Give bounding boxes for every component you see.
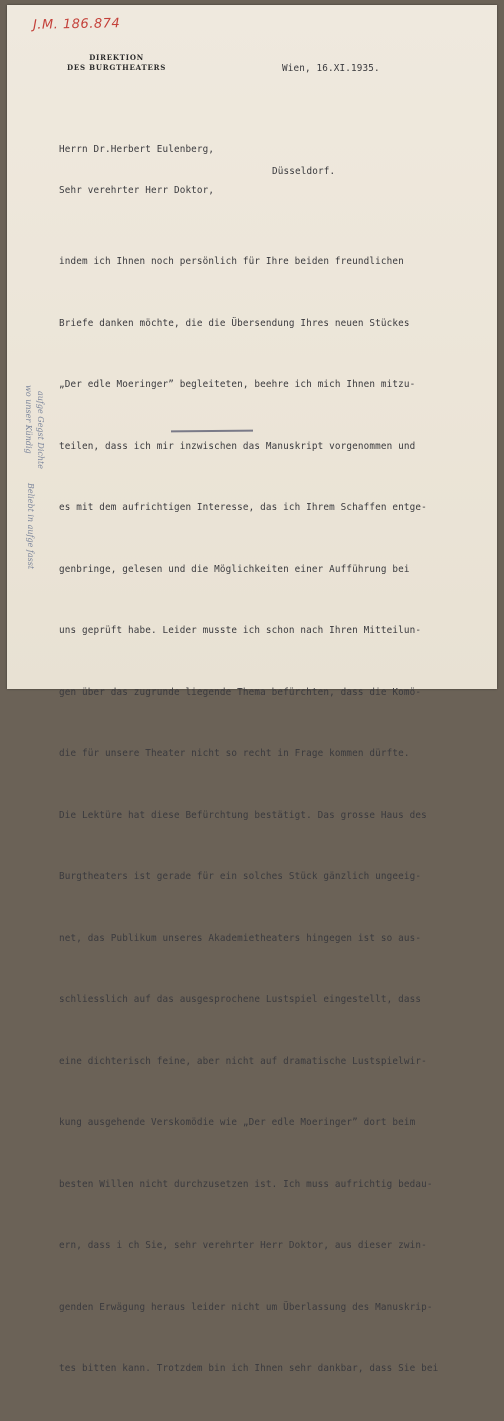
body-line: „Der edle Moeringer” begleiteten, beehre ich mich Ihnen mitzu- — [59, 379, 416, 390]
margin-note: Beliebt — [26, 483, 35, 512]
body-line: indem ich Ihnen noch persönlich für Ihre beiden freundlichen — [59, 256, 404, 267]
letterhead-line-1: DIREKTION — [89, 53, 144, 62]
body-line: uns geprüft habe. Leider musste ich schon nach Ihren Mitteilun- — [59, 625, 422, 636]
body-line: kung ausgehende Verskomödie wie „Der edle Moeringer” dort beim — [59, 1117, 416, 1128]
margin-note: wo — [24, 385, 33, 397]
body-line: schliesslich auf das ausgesprochene Lustspiel eingestellt, dass — [59, 994, 422, 1005]
margin-note: aufge — [26, 524, 35, 548]
salutation: Sehr verehrter Herr Doktor, — [59, 185, 215, 196]
letterhead-line-2: DES BURGTHEATERS — [67, 62, 167, 72]
body-line: es mit dem aufrichtigen Interesse, das ich Ihrem Schaffen entge- — [59, 502, 427, 513]
recipient-name: Herrn Dr.Herbert Eulenberg, — [59, 144, 215, 155]
body-line: Die Lektüre hat diese Befürchtung bestätigt. Das grosse Haus des — [59, 809, 427, 821]
margin-note: unser — [24, 399, 33, 423]
body-line: net, das Publikum unseres Akademietheaters hingegen ist so aus- — [59, 932, 422, 944]
body-line: ern, dass i ch Sie, sehr verehrter Herr Doktor, aus dieser zwin- — [59, 1240, 427, 1251]
body-line: gen über das zugrunde liegende Thema befürchten, dass die Komö- — [59, 686, 422, 698]
body-line: die für unsere Theater nicht so recht in Frage kommen dürfte. — [59, 748, 410, 759]
body-line: genbringe, gelesen und die Möglichkeiten einer Aufführung bei — [59, 563, 410, 575]
body-line: teilen, dass ich mir inzwischen das Manuskript vorgenommen und — [59, 440, 416, 452]
body-line: Burgtheaters ist gerade für ein solches Stück gänzlich ungeeig- — [59, 871, 422, 882]
letter-date: Wien, 16.XI.1935. — [282, 63, 380, 74]
margin-note: Gegst — [36, 416, 45, 440]
margin-note: Dichte — [36, 442, 45, 469]
letter-page — [7, 5, 497, 1374]
body-line: Briefe danken möchte, die die Übersendung Ihres neuen Stückes — [59, 317, 410, 329]
body-line: eine dichterisch feine, aber nicht auf dramatische Lustspielwir- — [59, 1055, 427, 1067]
recipient-city: Düsseldorf. — [272, 166, 336, 177]
margin-note: fasst — [26, 549, 35, 570]
body-line: besten Willen nicht durchzusetzen ist. Ich muss aufrichtig bedau- — [59, 1178, 433, 1190]
letterhead — [67, 53, 166, 72]
margin-note: aufge — [36, 391, 45, 414]
margin-note: Kündig — [24, 424, 33, 454]
body-line: genden Erwägung heraus leider nicht um Überlassung des Manuskrip- — [59, 1301, 433, 1313]
letter-body — [59, 211, 438, 1421]
margin-note: in — [26, 514, 35, 523]
archive-number-stamp: J.M. 186.874 — [32, 16, 121, 33]
body-line: tes bitten kann. Trotzdem bin ich Ihnen sehr dankbar, dass Sie bei — [59, 1363, 439, 1374]
